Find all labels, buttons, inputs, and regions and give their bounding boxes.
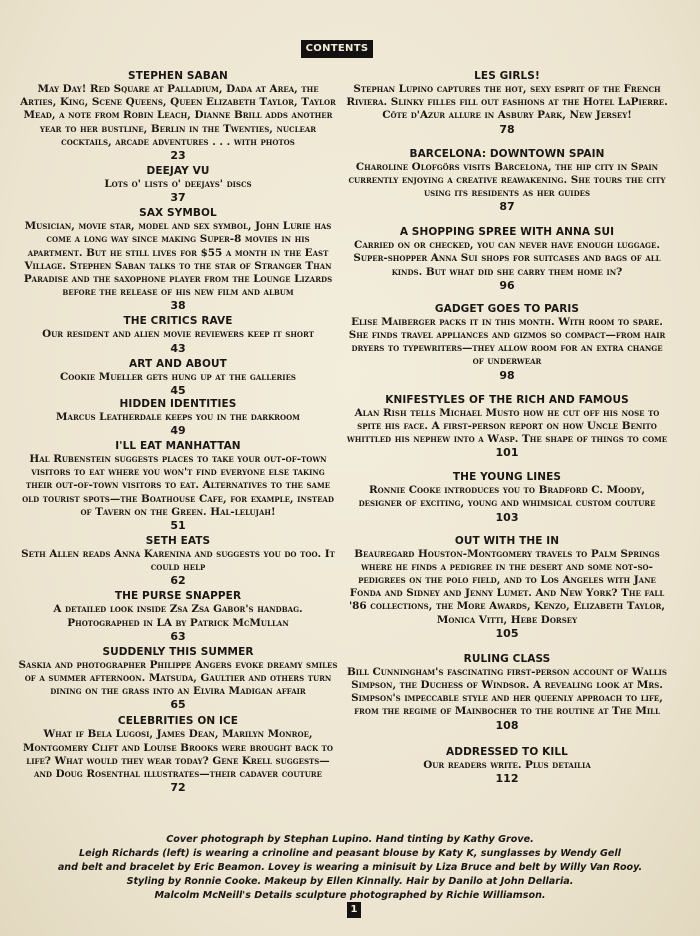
toc-entry: [346, 148, 668, 214]
credit-line: Leigh Richards (left) is wearing a crinoline and peasant blouse by Katy K, sunglasses by Wendy Gell: [79, 848, 621, 859]
entry-description: Bill Cunningham's fascinating first-person account of Wallis Simpson, the Duchess of Windsor. A revealing look at Mrs. Simpson's impeccable style and her queenly approach to life, from the regime of Mainbocher to the routine at The Mill: [347, 665, 667, 718]
toc-entry: [18, 590, 338, 642]
entry-heading: THE YOUNG LINES: [452, 471, 562, 484]
credit-line: Cover photograph by Stephan Lupino. Hand tinting by Kathy Grove.: [166, 834, 534, 845]
toc-entry: [18, 315, 338, 354]
toc-entry: [18, 358, 338, 397]
page-folio: 1: [347, 902, 361, 918]
entry-heading: GADGET GOES TO PARIS: [434, 302, 580, 315]
toc-entry: [18, 535, 338, 587]
entry-heading: SUDDENLY THIS SUMMER: [102, 645, 254, 658]
entry-description: Our readers write. Plus detailia: [423, 758, 591, 771]
entry-page-number: 103: [495, 510, 519, 524]
entry-heading: BARCELONA: DOWNTOWN SPAIN: [409, 147, 605, 160]
entry-heading: I'LL EAT MANHATTAN: [115, 440, 241, 453]
toc-entry: [346, 394, 668, 460]
toc-entry: [346, 746, 668, 785]
contents-banner: CONTENTS: [301, 40, 373, 58]
entry-description: Saskia and photographer Philippe Angers evoke dreamy smiles of a summer afternoon. Matsuda, Gaultier and others turn dining on the grass into an Elvira Madigan affair: [18, 658, 338, 698]
entry-heading: SETH EATS: [145, 535, 211, 548]
entry-description: Stephan Lupino captures the hot, sexy esprit of the French Riviera. Slinky filles fill out fashions at the Hotel LaPierre. Côte d'Azur allure in Asbury Park, New Jersey!: [346, 83, 668, 122]
entry-description: Marcus Leatherdale keeps you in the darkroom: [56, 410, 300, 423]
entry-heading: SAX SYMBOL: [139, 207, 217, 220]
entry-description: Beauregard Houston-Montgomery travels to Palm Springs where he finds a pedigree in the desert and some not-so-pedigrees on the polo field, and to Los Angeles with Jane Fonda and Sidney and Jenny Lumet. And New York? The fall '86 collections, the More Awards, Kenzo, Elizabeth Taylor, Monica Vitti, Hebe Dorsey: [349, 547, 665, 626]
entry-page-number: 101: [495, 446, 519, 460]
left-column: [18, 70, 338, 794]
toc-entry: [18, 646, 338, 712]
entry-description: Alan Rish tells Michael Musto how he cut off his nose to spite his face. A first-person report on how Uncle Benito whittled his nephew into a Wasp. The shape of things to come: [346, 406, 668, 446]
entry-description: May Day! Red Square at Palladium, Dada at Area, the Arties, King, Scene Queens, Queen Elizabeth Taylor, Taylor Mead, a note from Robin Leach, Dianne Brill adds another year to her bustline, Berlin in the Twenties, nuclear cocktails, arcade adventures . . . with photos: [20, 83, 336, 148]
entry-heading: LES GIRLS!: [474, 70, 540, 82]
entry-heading: OUT WITH THE IN: [454, 534, 560, 547]
entry-heading: RULING CLASS: [463, 652, 551, 665]
toc-entry: [346, 653, 668, 732]
entry-page-number: 87: [499, 200, 515, 214]
entry-heading: ART AND ABOUT: [129, 357, 227, 370]
photo-credits: [50, 833, 650, 903]
entry-description: Hal Rubenstein suggests places to take your out-of-town visitors to eat where you won't find everyone else taking their out-of-town visitors to eat. Alternatives to the same old tourist spots—the Boathouse Cafe, for example, instead of Tavern on the Green. Hal-lelujah!: [22, 453, 334, 518]
entry-heading: ADDRESSED TO KILL: [446, 745, 568, 758]
toc-entry: [346, 70, 668, 136]
entry-page-number: 105: [495, 626, 519, 640]
toc-entry: [18, 165, 338, 204]
entry-page-number: 98: [499, 368, 515, 382]
entry-description: What if Bela Lugosi, James Dean, Marilyn Monroe, Montgomery Clift and Louise Brooks were brought back to life? What would they wear today? Gene Krell suggests—and Doug Rosenthal illustrates—their cadaver couture: [23, 728, 333, 781]
entry-heading: STEPHEN SABAN: [128, 70, 228, 82]
entry-page-number: 37: [170, 191, 186, 205]
entry-heading: THE CRITICS RAVE: [123, 315, 233, 328]
toc-entry: [18, 70, 338, 162]
entry-heading: DEEJAY VU: [146, 165, 210, 178]
toc-entry: [18, 398, 338, 437]
entry-page-number: 49: [170, 424, 186, 438]
toc-entry: [18, 207, 338, 312]
credit-line: and belt and bracelet by Eric Beamon. Lovey is wearing a minisuit by Liza Bruce and belt by Willy Van Rooy.: [57, 862, 643, 873]
entry-page-number: 45: [170, 383, 186, 397]
entry-page-number: 23: [170, 149, 186, 163]
entry-page-number: 51: [170, 519, 186, 533]
entry-description: Musician, movie star, model and sex symbol, John Lurie has come a long way since making Super-8 movies in his apartment. But he still lives for $55 a month in the East Village. Stephen Saban talks to the star of Stranger Than Paradise and the saxophone player from the Lounge Lizards before the release of his new film and album: [23, 220, 333, 299]
right-column: [346, 70, 668, 785]
credit-line: Styling by Ronnie Cooke. Makeup by Ellen Kinnally. Hair by Danilo at John Dellaria.: [126, 876, 574, 887]
entry-description: Carried on or checked, you can never have enough luggage. Super-shopper Anna Sui shops for suitcases and bags of all kinds. But what did she carry them home in?: [353, 239, 661, 278]
entry-page-number: 78: [499, 122, 515, 136]
entry-description: Charoline Olofgörs visits Barcelona, the hip city in Spain currently enjoying a creative reawakening. She tours the city using its residents as her guides: [348, 160, 666, 200]
toc-entry: [346, 471, 668, 523]
toc-entry: [18, 440, 338, 532]
entry-page-number: 65: [170, 698, 186, 712]
entry-page-number: 72: [170, 781, 186, 795]
entry-page-number: 62: [170, 574, 186, 588]
toc-entry: [346, 226, 668, 292]
credit-line: Malcolm McNeill's Details sculpture photographed by Richie Williamson.: [154, 890, 546, 901]
entry-heading: KNIFESTYLES OF THE RICH AND FAMOUS: [385, 393, 629, 406]
entry-description: Lots o' lists o' deejays' discs: [104, 178, 252, 191]
entry-description: Ronnie Cooke introduces you to Bradford C. Moody, designer of exciting, young and whimsical custom couture: [358, 484, 656, 510]
entry-page-number: 96: [499, 278, 515, 292]
entry-heading: CELEBRITIES ON ICE: [117, 715, 239, 728]
toc-entry: [346, 535, 668, 640]
entry-description: Our resident and alien movie reviewers keep it short: [42, 328, 314, 341]
toc-entry: [18, 715, 338, 794]
entry-page-number: 112: [495, 771, 519, 785]
entry-heading: HIDDEN IDENTITIES: [119, 397, 237, 410]
entry-description: Cookie Mueller gets hung up at the galleries: [60, 370, 296, 383]
entry-description: Elise Maiberger packs it in this month. With room to spare. She finds travel appliances and gizmos so compact—from hair dryers to typewriters—they allow room for an extra change of underwear: [348, 315, 666, 368]
entry-description: A detailed look inside Zsa Zsa Gabor's handbag. Photographed in LA by Patrick McMullan: [53, 603, 303, 629]
entry-page-number: 108: [495, 718, 519, 732]
entry-heading: THE PURSE SNAPPER: [114, 590, 242, 603]
entry-page-number: 63: [170, 629, 186, 643]
entry-heading: A SHOPPING SPREE WITH ANNA SUI: [399, 226, 615, 239]
entry-page-number: 38: [170, 299, 186, 313]
entry-description: Seth Allen reads Anna Karenina and suggests you do too. It could help: [21, 548, 335, 574]
toc-entry: [346, 303, 668, 382]
entry-page-number: 43: [170, 341, 186, 355]
